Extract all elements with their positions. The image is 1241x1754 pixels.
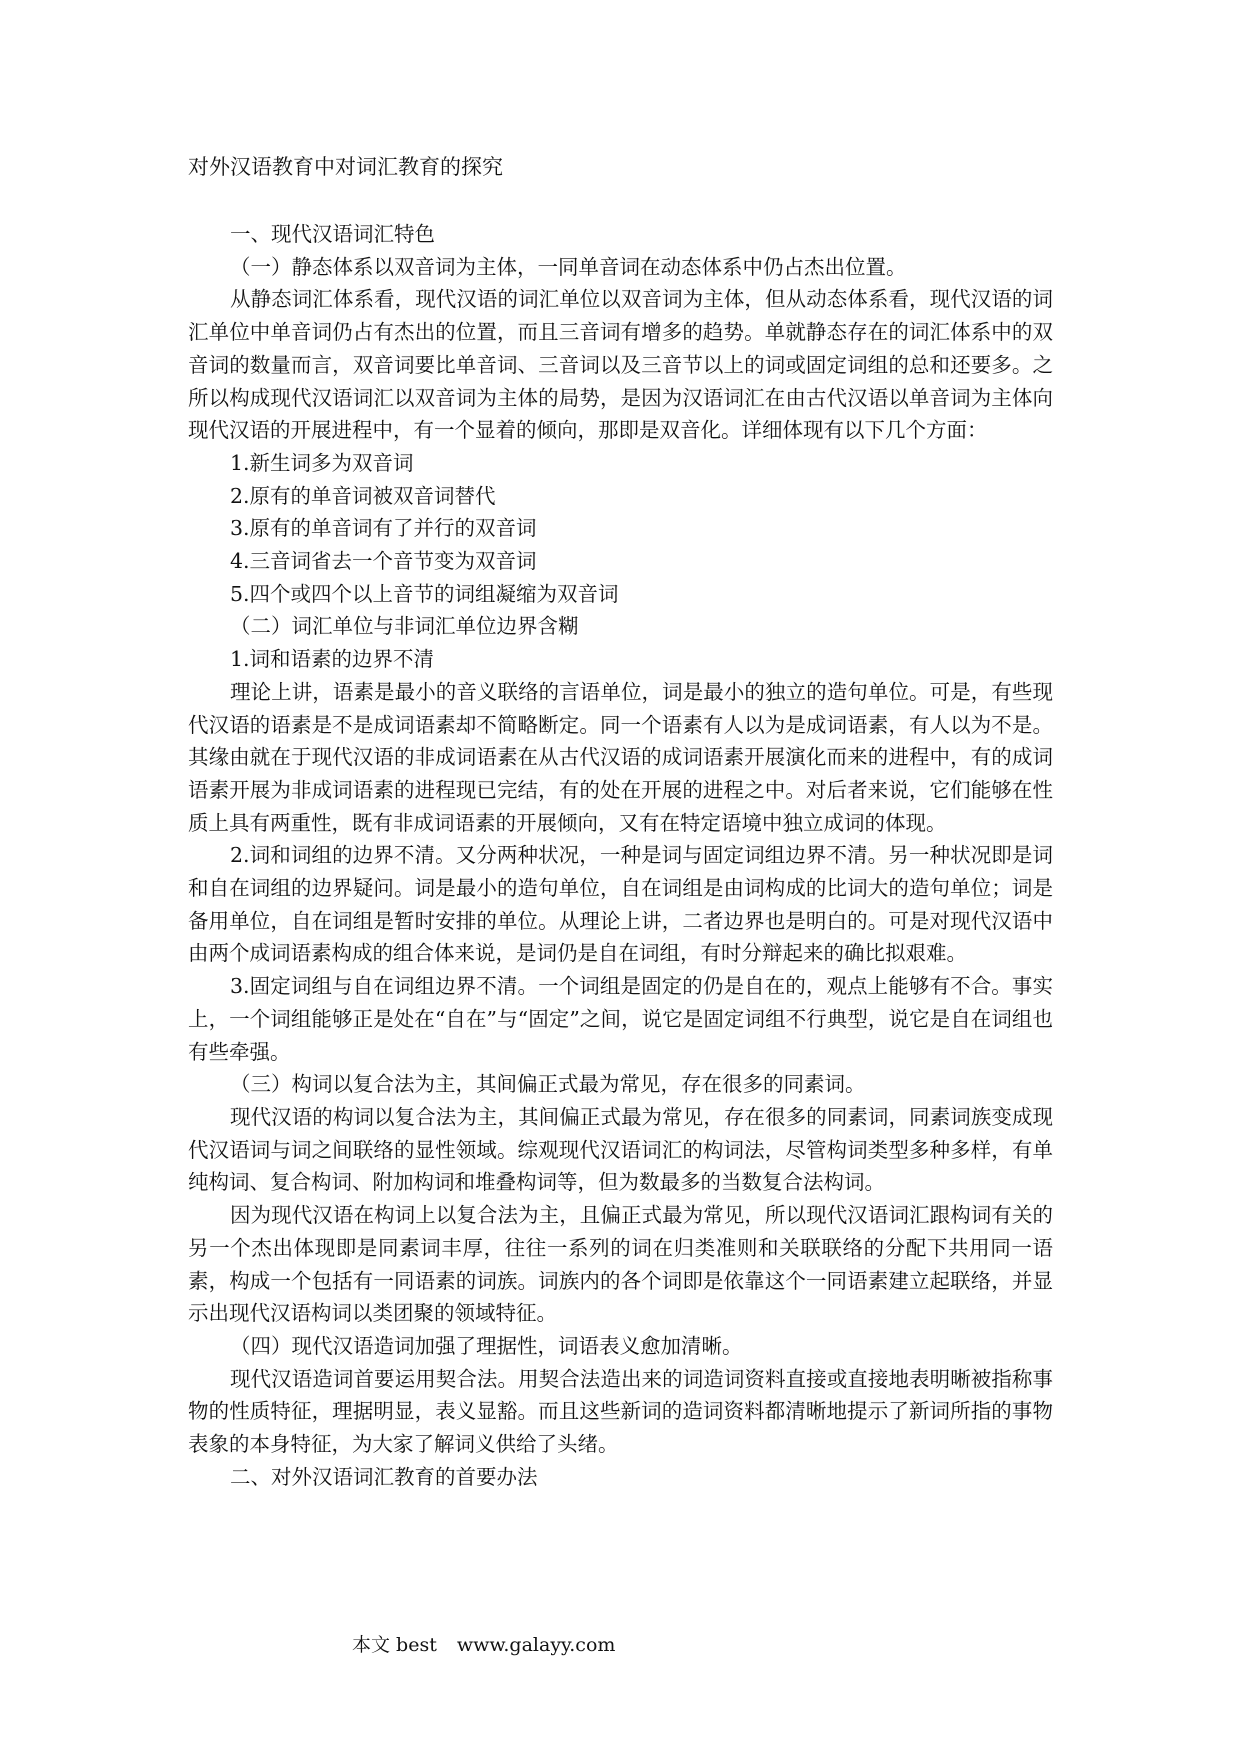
subsection-heading-4: （四）现代汉语造词加强了理据性，词语表义愈加清晰。 [230, 1333, 743, 1358]
list-item: 2.原有的单音词被双音词替代 [230, 483, 496, 508]
list-item: 5.四个或四个以上音节的词组凝缩为双音词 [230, 581, 619, 606]
paragraph: 3.固定词组与自在词组边界不清。一个词组是固定的仍是自在的，观点上能够有不合。事实上，一个词组能够正是处在“自在”与“固定”之间，说它是固定词组不行典型，说它是自在词组也有些牵强。 [188, 974, 1053, 1064]
document-title: 对外汉语教育中对词汇教育的探究 [188, 155, 503, 179]
list-item: 1.新生词多为双音词 [230, 450, 414, 475]
list-item: 4.三音词省去一个音节变为双音词 [230, 549, 537, 574]
subsection-heading-3: （三）构词以复合法为主，其间偏正式最为常见，存在很多的同素词。 [230, 1072, 866, 1097]
footer-label: 本文 best [352, 1634, 437, 1656]
page-footer [352, 1632, 615, 1658]
section-heading-1: 一、现代汉语词汇特色 [230, 222, 435, 246]
subsection-heading-2: （二）词汇单位与非词汇单位边界含糊 [230, 614, 579, 639]
footer-url: www.galayy.com [456, 1634, 616, 1656]
list-item: 1.词和语素的边界不清 [230, 647, 435, 672]
paragraph: 从静态词汇体系看，现代汉语的词汇单位以双音词为主体，但从动态体系看，现代汉语的词汇单位中单音词仍占有杰出的位置，而且三音词有增多的趋势。单就静态存在的词汇体系中的双音词的数量而言，双音词要比单音词、三音词以及三音节以上的词或固定词组的总和还要多。之所以构成现代汉语词汇以双音词为主体的局势，是因为汉语词汇在由古代汉语以单音词为主体向现代汉语的开展进程中，有一个显着的倾向，那即是双音化。详细体现有以下几个方面： [188, 287, 1053, 443]
paragraph: 理论上讲，语素是最小的音义联络的言语单位，词是最小的独立的造句单位。可是，有些现代汉语的语素是不是成词语素却不简略断定。同一个语素有人以为是成词语素，有人以为不是。其缘由就在于现代汉语的非成词语素在从古代汉语的成词语素开展演化而来的进程中，有的成词语素开展为非成词语素的进程现已完结，有的处在开展的进程之中。对后者来说，它们能够在性质上具有两重性，既有非成词语素的开展倾向，又有在特定语境中独立成词的体现。 [188, 679, 1053, 835]
document-body [188, 218, 1053, 1493]
section-heading-2: 二、对外汉语词汇教育的首要办法 [230, 1464, 538, 1489]
paragraph: 2.词和词组的边界不清。又分两种状况，一种是词与固定词组边界不清。另一种状况即是词和自在词组的边界疑问。词是最小的造句单位，自在词组是由词构成的比词大的造句单位；词是备用单位，自在词组是暂时安排的单位。从理论上讲，二者边界也是明白的。可是对现代汉语中由两个成词语素构成的组合体来说，是词仍是自在词组，有时分辩起来的确比拟艰难。 [188, 843, 1053, 966]
paragraph: 现代汉语的构词以复合法为主，其间偏正式最为常见，存在很多的同素词，同素词族变成现代汉语词与词之间联络的显性领域。综观现代汉语词汇的构词法，尽管构词类型多种多样，有单纯构词、复合构词、附加构词和堆叠构词等，但为数最多的当数复合法构词。 [188, 1104, 1053, 1195]
subsection-heading-1: （一）静态体系以双音词为主体，一同单音词在动态体系中仍占杰出位置。 [230, 254, 907, 279]
list-item: 3.原有的单音词有了并行的双音词 [230, 516, 537, 541]
paragraph: 因为现代汉语在构词上以复合法为主，且偏正式最为常见，所以现代汉语词汇跟构词有关的另一个杰出体现即是同素词丰厚，往往一系列的词在归类准则和关联联络的分配下共用同一语素，构成一个包括有一同语素的词族。词族内的各个词即是依靠这个一同语素建立起联络，并显示出现代汉语构词以类团聚的领域特征。 [188, 1203, 1053, 1326]
paragraph: 现代汉语造词首要运用契合法。用契合法造出来的词造词资料直接或直接地表明晰被指称事物的性质特征，理据明显，表义显豁。而且这些新词的造词资料都清晰地提示了新词所指的事物表象的本身特征，为大家了解词义供给了头绪。 [188, 1366, 1053, 1457]
